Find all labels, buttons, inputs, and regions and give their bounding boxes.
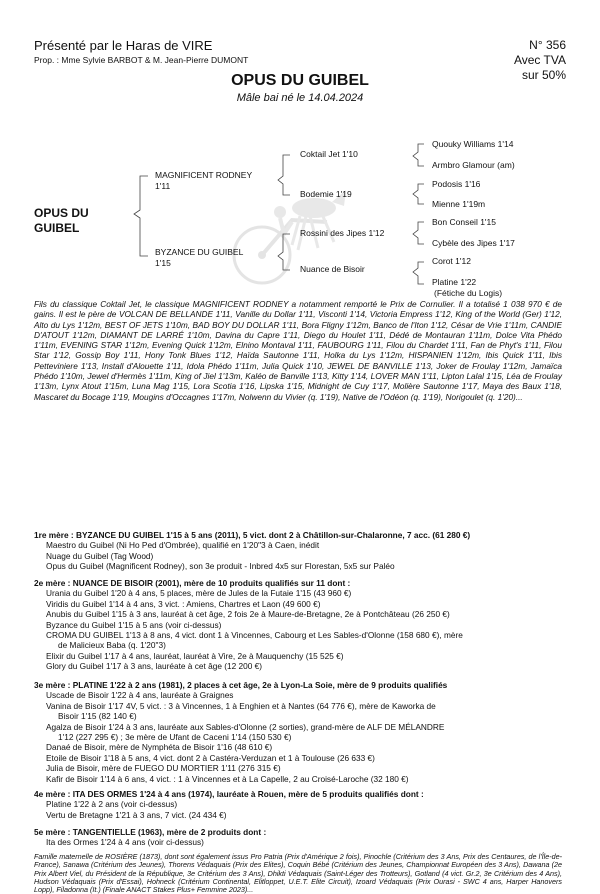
horse-subtitle: Mâle bai né le 14.04.2024 <box>236 92 364 104</box>
mere5-section <box>34 827 562 848</box>
family-description: Famille maternelle de ROSIÈRE (1873), dont sont également issus Pro Patria (Prix d'Amérique 2 fois), Pinochle (Critérium des 3 Ans, Prix des Centaures, de l'Île-de-France), Sanawa (Critérium des Jeunes), Thorens Védaquais (Prix des Elites), Coquin Bébé (Critérium des Jeunes, Championnat Européen des 3 Ans), Dawana (2e Prix Albert Viel, du Président de la République, 3e Critérium des 3 Ans), Dhikti Védaquais (Saint-Léger des Trotteurs), Gotland (4 vict. Gr.2, 3e Critérium des 4 Ans), Hudson Védaquais (Prix d'Essai), Hohneck (Critérium Continental, Elitloppet, U.E.T. Elite Circuit), Izoard Védaquais (Prix Ourasi - SWC 4 ans, Harper Hanovers Lopp), Filadonna (It.) (Finale ANACT Stakes Plus+ Femmine 2023)... <box>34 852 562 894</box>
dsd: Cybèle des Jipes 1'17 <box>432 238 515 248</box>
mere1-head: 1re mère : BYZANCE DU GUIBEL 1'15 à 5 ans (2011), 5 vict. dont 2 à Châtillon-sur-Chalaronne, 7 acc. (61 280 €) <box>34 530 471 540</box>
mere2-line: de Malicieux Baba (q. 1'20"3) <box>58 640 166 651</box>
mere1-line: Maestro du Guibel (Ni Ho Ped d'Ombrée), qualifié en 1'20"3 à Caen, inédit <box>46 540 320 551</box>
ddd-name: Platine 1'22 <box>432 277 477 287</box>
dam-dam: Nuance de Bisoir <box>300 264 365 274</box>
mere3-section <box>34 680 562 784</box>
sire-record: 1'11 <box>155 181 171 191</box>
mere2-line: Anubis du Guibel 1'15 à 3 ans, lauréat à cet âge, 2 fois 2e à Maure-de-Bretagne, 2e à Pontchâteau (26 250 €) <box>46 609 450 620</box>
mere2-head: 2e mère : NUANCE DE BISOIR (2001), mère de 10 produits qualifiés sur 11 dont : <box>34 578 351 588</box>
sds: Podosis 1'16 <box>432 179 481 189</box>
sire-sire: Coktail Jet 1'10 <box>300 149 358 159</box>
pedigree-horse-name <box>34 206 89 236</box>
mere3-line: 1'12 (227 295 €) ; 3e mère de Ufant de Caceni 1'14 (150 530 €) <box>58 732 292 743</box>
ddd-note: (Fétiche du Logis) <box>434 288 503 298</box>
mere2-line: Viridis du Guibel 1'14 à 4 ans, 3 vict. : Amiens, Chartres et Laon (49 600 €) <box>46 598 321 609</box>
mere3-line: Julia de Bisoir, mère de FUEGO DU MORTIER 1'11 (276 315 €) <box>46 763 281 774</box>
dam-name: BYZANCE DU GUIBEL <box>155 247 244 257</box>
sire-description: Fils du classique Coktail Jet, le classique MAGNIFICENT RODNEY a notamment remporté le Prix de Cornulier. Il a totalisé 1 038 970 € de gains. Il est le père de VOLCAN DE BELLANDE 1'11, Vanille du Dollar 1'11, Visconti 1'14, Victoria Empress 1'12, King of the World (Ger) 1'12, Alto du Lys 1'12m, BEST OF JETS 1'10m, BAD BOY DU DOLLAR 1'11, Bora Fligny 1'12m, Banco de l'Iton 1'12, César de Vrie 1'11m, CANDIE D'ATOUT 1'12m, DIAMANT DE LARRÉ 1'10m, Davina du Capre 1'11, Diego du Houlet 1'11, Dédé de Montauran 1'11m, Dolce Vita Phédo 1'11m, EVENING STAR 1'12m, Evening Quick 1'12m, Elnino Montaval 1'11, FAUBOURG 1'11, Filou du Chardet 1'11, Fan de Phyt's 1'11, Filou Star 1'12, Gossip Boy 1'11, Hony Tonk Blues 1'12, Haïda Sautonne 1'11, Holka du Lys 1'12m, HISPANIEN 1'12m, Ibis Quick 1'11, Ibis Petteviniere 1'13, Install d'Alouette 1'11, Idola Phédo 1'11m, Julia Quick 1'10, JEWEL DE BANVILLE 1'13, Joker de Froulay 1'12m, Jamaïca Phédo 1'10m, Jewel d'Hermès 1'11m, King of Jiel 1'13m, Kaléo de Banville 1'13, Kitty 1'14, LOVER MAN 1'11, Lipton Lalal 1'15, Léa de Froulay 1'13m, Lynx Atout 1'15m, Luna Mag 1'15, Lora Scotia 1'16, Lipska 1'15, Midnight de Cuy 1'17, Molière Sautonne 1'17, Maya des Baux 1'18, Mascaret du Bocage 1'19, Mougins d'Occagnes 1'17m, Nolwenn du Vivier (q. 1'19), Native de l'Odéon (q. 1'19), Norigoulet (q. 1'20)... <box>34 299 562 402</box>
mere5-head: 5e mère : TANGENTIELLE (1963), mère de 2 produits dont : <box>34 827 267 837</box>
mere3-line: Kafir de Bisoir 1'14 à 6 ans, 4 vict. : 1 à Vincennes et à La Capelle, 2 au Croisé-Laroche (32 180 €) <box>46 773 409 784</box>
presenter-line: Présenté par le Haras de VIRE <box>34 38 213 53</box>
mere2-section <box>34 578 562 672</box>
mere3-line: Vanina de Bisoir 1'17 4V, 5 vict. : 3 à Vincennes, 1 à Enghien et à Nantes (64 776 €), mère de Kaworka de <box>46 700 436 711</box>
sss: Quouky Williams 1'14 <box>432 139 514 149</box>
mere2-line: Byzance du Guibel 1'15 à 5 ans (voir ci-dessus) <box>46 619 222 630</box>
mere3-line: Etoile de Bisoir 1'18 à 5 ans, 4 vict. dont 2 à Castéra-Verduzan et 1 à Toulouse (26 633 €) <box>46 752 375 763</box>
mere5-line: Ita des Ormes 1'24 à 4 ans (voir ci-dessus) <box>46 837 204 848</box>
mere3-line: Bisoir 1'15 (82 140 €) <box>58 711 137 722</box>
mere1-section <box>34 530 562 572</box>
mere1-line: Nuage du Guibel (Tag Wood) <box>46 550 154 561</box>
horse-name-line2: GUIBEL <box>34 221 80 235</box>
mere3-line: Uscade de Bisoir 1'22 à 4 ans, lauréate à Graignes <box>46 690 234 701</box>
lot-number: N° 356 <box>529 38 566 52</box>
dss: Bon Conseil 1'15 <box>432 217 496 227</box>
mere3-head: 3e mère : PLATINE 1'22 à 2 ans (1981), 2 places à cet âge, 2e à Lyon-La Soie, mère de 9 produits qualifiés <box>34 680 448 690</box>
mere1-line: Opus du Guibel (Magnificent Rodney), son 3e produit - Inbred 4x5 sur Florestan, 5x5 sur Paléo <box>46 561 395 572</box>
mere3-line: Agalza de Bisoir 1'24 à 3 ans, lauréate aux Sables-d'Olonne (2 sorties), grand-mère de ALF DE MÉLANDRE <box>46 721 445 732</box>
mere4-line: Vertu de Bretagne 1'21 à 3 ans, 7 vict. (24 434 €) <box>46 809 227 820</box>
sire-name: MAGNIFICENT RODNEY <box>155 170 253 180</box>
owners-line: Prop. : Mme Sylvie BARBOT & M. Jean-Pierre DUMONT <box>34 55 249 65</box>
dam <box>155 247 243 269</box>
mere3-line: Danaé de Bisoir, mère de Nymphéta de Bisoir 1'16 (48 610 €) <box>46 742 273 753</box>
horse-name-line1: OPUS DU <box>34 206 89 220</box>
mere4-section <box>34 789 562 820</box>
tva-label: Avec TVA <box>513 53 566 67</box>
reserve-label: sur 50% <box>521 68 566 82</box>
sire-dam: Bodemie 1'19 <box>300 189 352 199</box>
ssd: Armbro Glamour (am) <box>432 160 515 170</box>
sire <box>155 170 252 192</box>
sdd: Mienne 1'19m <box>432 199 486 209</box>
mere2-line: Elixir du Guibel 1'17 à 4 ans, lauréat, lauréat à Vire, 2e à Mauquenchy (15 525 €) <box>46 650 344 661</box>
mere4-line: Platine 1'22 à 2 ans (voir ci-dessus) <box>46 799 178 810</box>
mere2-line: Urania du Guibel 1'20 à 4 ans, 5 places, mère de Jules de la Futaie 1'15 (43 960 €) <box>46 588 352 599</box>
horse-title: OPUS DU GUIBEL <box>231 72 369 89</box>
mere4-head: 4e mère : ITA DES ORMES 1'24 à 4 ans (1974), lauréate à Rouen, mère de 5 produits qualifiés dont : <box>34 789 424 799</box>
mere2-line: CROMA DU GUIBEL 1'13 à 8 ans, 4 vict. dont 1 à Vincennes, Cabourg et Les Sables-d'Olonne (158 680 €), mère <box>46 630 463 641</box>
dds: Corot 1'12 <box>432 256 471 266</box>
ddd <box>432 277 502 299</box>
dam-record: 1'15 <box>155 258 171 268</box>
mere2-line: Glory du Guibel 1'17 à 3 ans, lauréate à cet âge (12 200 €) <box>46 661 263 672</box>
dam-sire: Rossini des Jipes 1'12 <box>300 228 385 238</box>
